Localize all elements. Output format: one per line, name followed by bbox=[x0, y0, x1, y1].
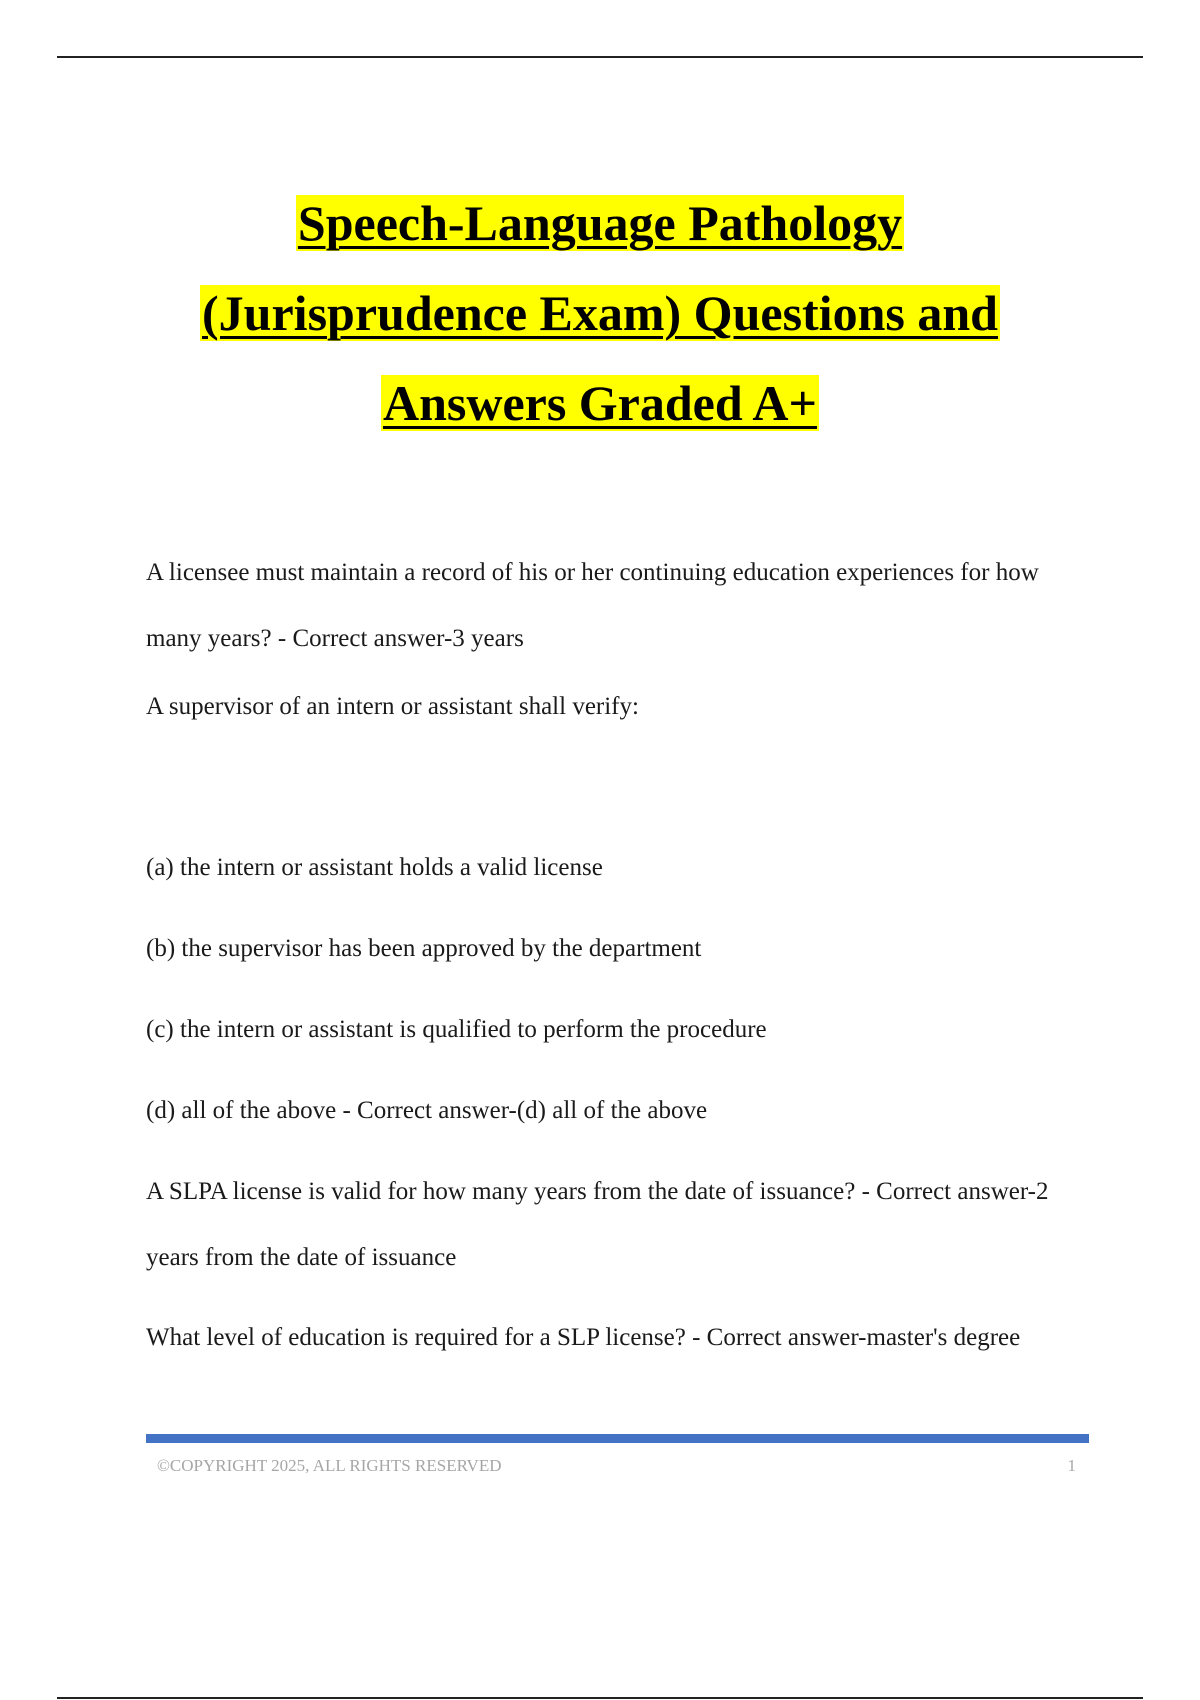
footer-bar bbox=[146, 1434, 1089, 1443]
qa-option-a: (a) the intern or assistant holds a valid license bbox=[146, 854, 603, 881]
title-line-3: Answers Graded A+ bbox=[382, 375, 818, 431]
qa-option-d-answer: (d) all of the above - Correct answer-(d) all of the above bbox=[146, 1097, 708, 1124]
page-number: 1 bbox=[1067, 1456, 1076, 1475]
qa-option-b: (b) the supervisor has been approved by the department bbox=[146, 935, 702, 962]
document-title bbox=[0, 178, 1200, 448]
header-rule bbox=[57, 56, 1143, 58]
footer-copyright: ©COPYRIGHT 2025, ALL RIGHTS RESERVED bbox=[157, 1456, 502, 1475]
bottom-rule bbox=[57, 1697, 1143, 1699]
title-line-2: (Jurisprudence Exam) Questions and bbox=[202, 285, 998, 341]
qa-option-c: (c) the intern or assistant is qualified to perform the procedure bbox=[146, 1016, 767, 1043]
title-line-1: Speech-Language Pathology bbox=[297, 195, 903, 251]
qa-paragraph-slpa-license: A SLPA license is valid for how many years from the date of issuance? - Correct answer-2 years from the date of issuance bbox=[146, 1178, 1049, 1271]
qa-paragraph-ce-records: A licensee must maintain a record of his or her continuing education experiences for how many years? - Correct answer-3 years bbox=[146, 559, 1039, 652]
qa-paragraph-slp-education: What level of education is required for a SLP license? - Correct answer-master's degree bbox=[146, 1324, 1021, 1351]
qa-paragraph-supervisor-question: A supervisor of an intern or assistant shall verify: bbox=[146, 693, 639, 720]
